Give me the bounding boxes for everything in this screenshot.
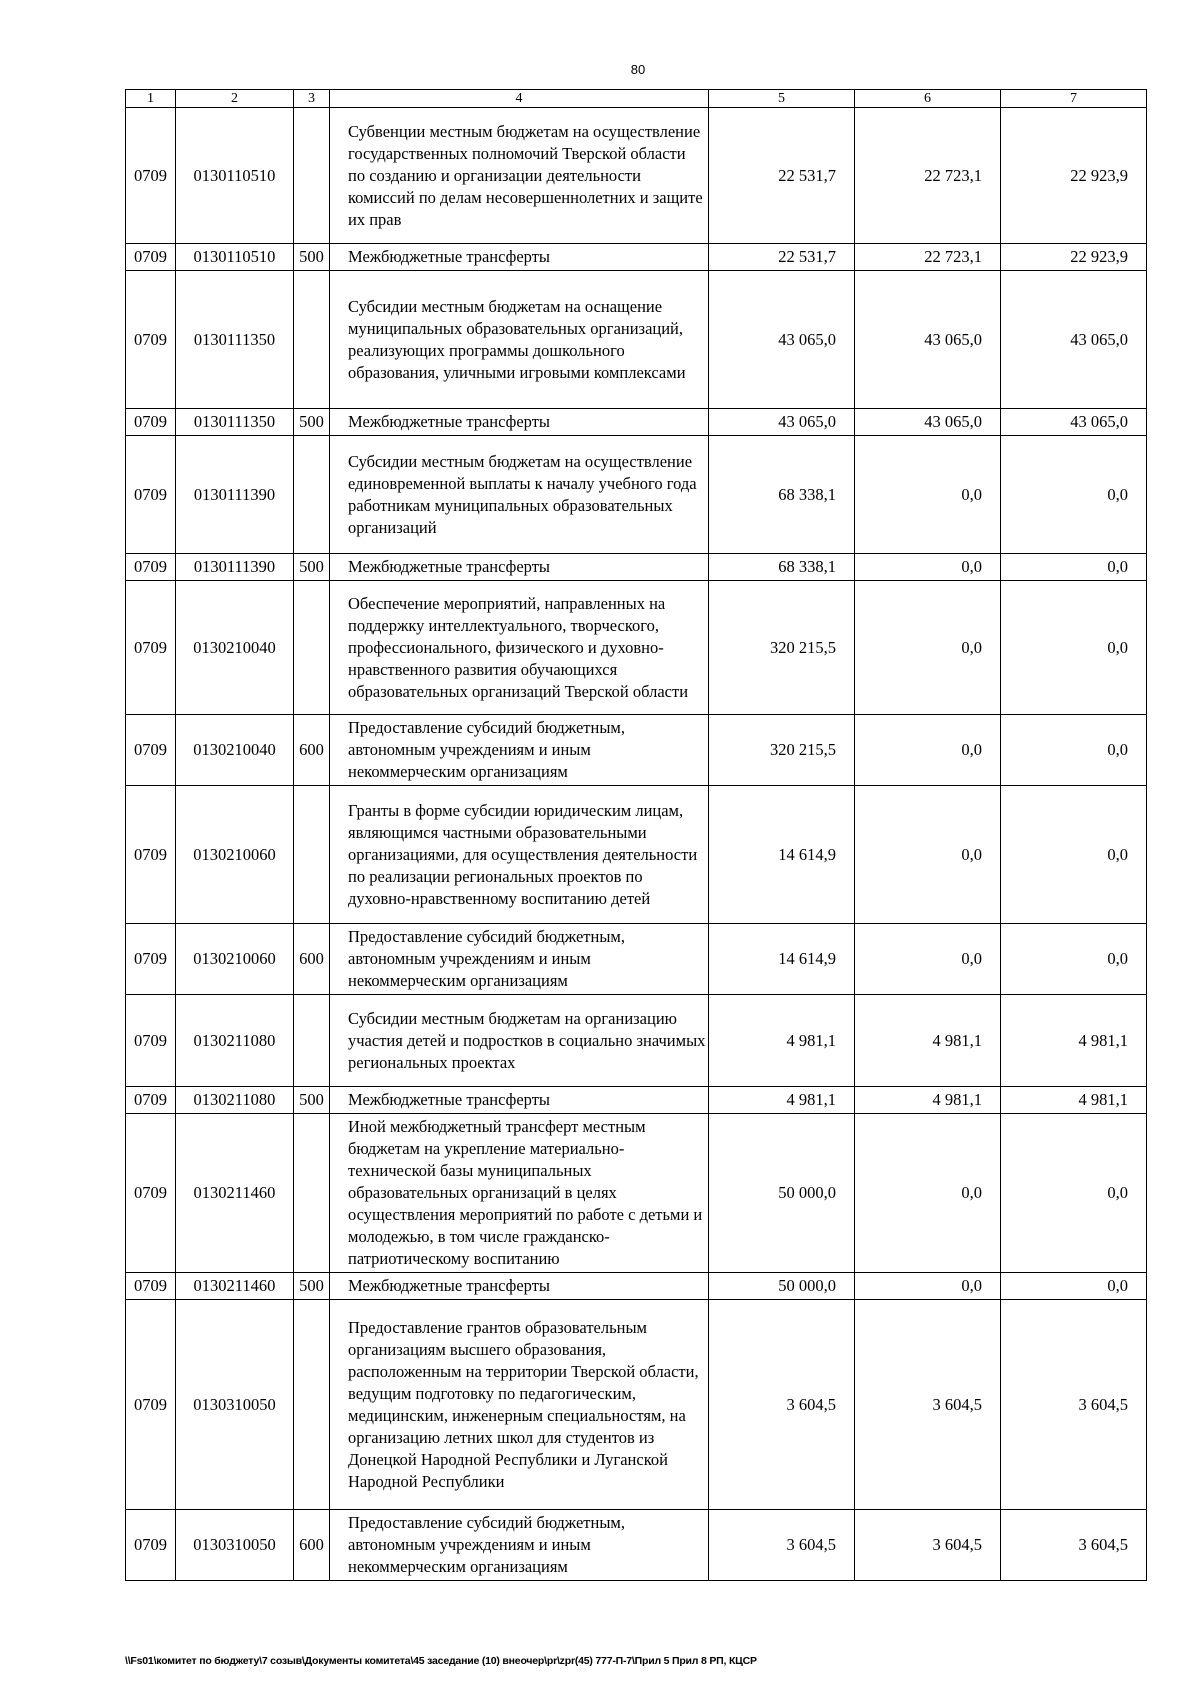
table-body [126,108,1147,1581]
amount-year1-cell: 22 531,7 [709,108,855,244]
target-code-cell: 0130211460 [176,1273,294,1300]
table-row [126,244,1147,271]
item-name-cell: Предоставление субсидий бюджетным, автономным учреждениям и иным некоммерческим организациям [330,924,709,995]
item-name-cell: Субвенции местным бюджетам на осуществление государственных полномочий Тверской области по созданию и организации деятельности комиссий по делам несовершеннолетних и защите их прав [330,108,709,244]
table-row [126,1114,1147,1273]
amount-year1-cell: 4 981,1 [709,1087,855,1114]
amount-year2-cell: 0,0 [855,436,1001,554]
column-header: 1 [126,90,176,108]
target-code-cell: 0130210060 [176,924,294,995]
target-code-cell: 0130111350 [176,409,294,436]
column-header: 4 [330,90,709,108]
item-name-cell: Межбюджетные трансферты [330,244,709,271]
target-code-cell: 0130210040 [176,715,294,786]
amount-year1-cell: 14 614,9 [709,786,855,924]
item-name-cell: Межбюджетные трансферты [330,1273,709,1300]
section-cell: 0709 [126,581,176,715]
column-header: 3 [294,90,330,108]
table-row [126,786,1147,924]
expense-type-cell [294,108,330,244]
expense-type-cell: 600 [294,715,330,786]
amount-year2-cell: 43 065,0 [855,409,1001,436]
amount-year3-cell: 22 923,9 [1001,244,1147,271]
table-row [126,554,1147,581]
section-cell: 0709 [126,554,176,581]
amount-year1-cell: 3 604,5 [709,1510,855,1581]
amount-year1-cell: 3 604,5 [709,1300,855,1510]
table-row [126,995,1147,1087]
expense-type-cell: 600 [294,1510,330,1581]
section-cell: 0709 [126,995,176,1087]
amount-year1-cell: 320 215,5 [709,581,855,715]
section-cell: 0709 [126,436,176,554]
section-cell: 0709 [126,715,176,786]
expense-type-cell: 600 [294,924,330,995]
column-header: 2 [176,90,294,108]
table-row [126,1300,1147,1510]
amount-year2-cell: 0,0 [855,786,1001,924]
amount-year3-cell: 4 981,1 [1001,995,1147,1087]
amount-year2-cell: 3 604,5 [855,1300,1001,1510]
expense-type-cell [294,436,330,554]
section-cell: 0709 [126,924,176,995]
item-name-cell: Субсидии местным бюджетам на оснащение муниципальных образовательных организаций, реализующих программы дошкольного образования, уличными игровыми комплексами [330,271,709,409]
expense-type-cell [294,271,330,409]
amount-year2-cell: 4 981,1 [855,995,1001,1087]
section-cell: 0709 [126,271,176,409]
target-code-cell: 0130111350 [176,271,294,409]
expense-type-cell [294,995,330,1087]
column-header: 7 [1001,90,1147,108]
amount-year3-cell: 3 604,5 [1001,1300,1147,1510]
section-cell: 0709 [126,108,176,244]
target-code-cell: 0130110510 [176,244,294,271]
expense-type-cell: 500 [294,1273,330,1300]
table-row [126,924,1147,995]
amount-year1-cell: 43 065,0 [709,409,855,436]
table-row [126,1087,1147,1114]
amount-year2-cell: 0,0 [855,581,1001,715]
expense-type-cell: 500 [294,554,330,581]
amount-year3-cell: 0,0 [1001,554,1147,581]
section-cell: 0709 [126,409,176,436]
item-name-cell: Предоставление субсидий бюджетным, автономным учреждениям и иным некоммерческим организациям [330,1510,709,1581]
expense-type-cell: 500 [294,409,330,436]
amount-year1-cell: 68 338,1 [709,554,855,581]
target-code-cell: 0130111390 [176,436,294,554]
item-name-cell: Межбюджетные трансферты [330,554,709,581]
section-cell: 0709 [126,1273,176,1300]
amount-year3-cell: 0,0 [1001,786,1147,924]
target-code-cell: 0130210040 [176,581,294,715]
item-name-cell: Обеспечение мероприятий, направленных на поддержку интеллектуального, творческого, профессионального, физического и духовно-нравственного развития обучающихся образовательных организаций Тверской области [330,581,709,715]
target-code-cell: 0130110510 [176,108,294,244]
table-row [126,1273,1147,1300]
target-code-cell: 0130210060 [176,786,294,924]
amount-year1-cell: 14 614,9 [709,924,855,995]
target-code-cell: 0130310050 [176,1510,294,1581]
amount-year2-cell: 3 604,5 [855,1510,1001,1581]
amount-year1-cell: 22 531,7 [709,244,855,271]
budget-table [125,89,1147,1581]
amount-year2-cell: 0,0 [855,1273,1001,1300]
table-row [126,436,1147,554]
expense-type-cell [294,1300,330,1510]
amount-year2-cell: 43 065,0 [855,271,1001,409]
amount-year2-cell: 0,0 [855,1114,1001,1273]
expense-type-cell: 500 [294,1087,330,1114]
expense-type-cell [294,1114,330,1273]
amount-year1-cell: 320 215,5 [709,715,855,786]
column-number-row [126,90,1147,108]
section-cell: 0709 [126,786,176,924]
amount-year3-cell: 0,0 [1001,924,1147,995]
amount-year3-cell: 0,0 [1001,436,1147,554]
amount-year2-cell: 22 723,1 [855,108,1001,244]
amount-year2-cell: 0,0 [855,924,1001,995]
expense-type-cell [294,581,330,715]
column-header: 5 [709,90,855,108]
amount-year2-cell: 0,0 [855,554,1001,581]
table-row [126,1510,1147,1581]
amount-year1-cell: 50 000,0 [709,1273,855,1300]
table-row [126,271,1147,409]
amount-year1-cell: 50 000,0 [709,1114,855,1273]
amount-year3-cell: 0,0 [1001,1273,1147,1300]
section-cell: 0709 [126,1300,176,1510]
section-cell: 0709 [126,1114,176,1273]
table-row [126,409,1147,436]
item-name-cell: Субсидии местным бюджетам на осуществление единовременной выплаты к началу учебного года работникам муниципальных образовательных организаций [330,436,709,554]
item-name-cell: Гранты в форме субсидии юридическим лицам, являющимся частными образовательными организациями, для осуществления деятельности по реализации региональных проектов по духовно-нравственному воспитанию детей [330,786,709,924]
table-row [126,581,1147,715]
section-cell: 0709 [126,244,176,271]
expense-type-cell [294,786,330,924]
amount-year1-cell: 68 338,1 [709,436,855,554]
amount-year2-cell: 0,0 [855,715,1001,786]
amount-year3-cell: 0,0 [1001,581,1147,715]
amount-year3-cell: 0,0 [1001,715,1147,786]
amount-year3-cell: 0,0 [1001,1114,1147,1273]
item-name-cell: Иной межбюджетный трансферт местным бюджетам на укрепление материально-технической базы муниципальных образовательных организаций в целях осуществления мероприятий по работе с детьми и молодежью, в том числе гражданско-патриотическому воспитанию [330,1114,709,1273]
target-code-cell: 0130111390 [176,554,294,581]
section-cell: 0709 [126,1510,176,1581]
item-name-cell: Межбюджетные трансферты [330,409,709,436]
page-number: 80 [630,62,646,77]
item-name-cell: Межбюджетные трансферты [330,1087,709,1114]
amount-year3-cell: 43 065,0 [1001,409,1147,436]
file-path-footer: \\Fs01\комитет по бюджету\7 созыв\Документы комитета\45 заседание (10) внеочер\pr\zpr(45) 777-П-7\Прил 5 Прил 8 РП, КЦСР [125,1655,757,1667]
target-code-cell: 0130211460 [176,1114,294,1273]
target-code-cell: 0130310050 [176,1300,294,1510]
table-row [126,108,1147,244]
amount-year2-cell: 22 723,1 [855,244,1001,271]
column-header: 6 [855,90,1001,108]
item-name-cell: Субсидии местным бюджетам на организацию участия детей и подростков в социально значимых региональных проектах [330,995,709,1087]
amount-year1-cell: 4 981,1 [709,995,855,1087]
item-name-cell: Предоставление грантов образовательным организациям высшего образования, расположенным на территории Тверской области, ведущим подготовку по педагогическим, медицинским, инженерным специальностям, на организацию летних школ для студентов из Донецкой Народной Республики и Луганской Народной Республики [330,1300,709,1510]
amount-year3-cell: 22 923,9 [1001,108,1147,244]
amount-year3-cell: 43 065,0 [1001,271,1147,409]
expense-type-cell: 500 [294,244,330,271]
target-code-cell: 0130211080 [176,1087,294,1114]
section-cell: 0709 [126,1087,176,1114]
amount-year2-cell: 4 981,1 [855,1087,1001,1114]
target-code-cell: 0130211080 [176,995,294,1087]
item-name-cell: Предоставление субсидий бюджетным, автономным учреждениям и иным некоммерческим организациям [330,715,709,786]
amount-year3-cell: 4 981,1 [1001,1087,1147,1114]
amount-year3-cell: 3 604,5 [1001,1510,1147,1581]
table-row [126,715,1147,786]
amount-year1-cell: 43 065,0 [709,271,855,409]
